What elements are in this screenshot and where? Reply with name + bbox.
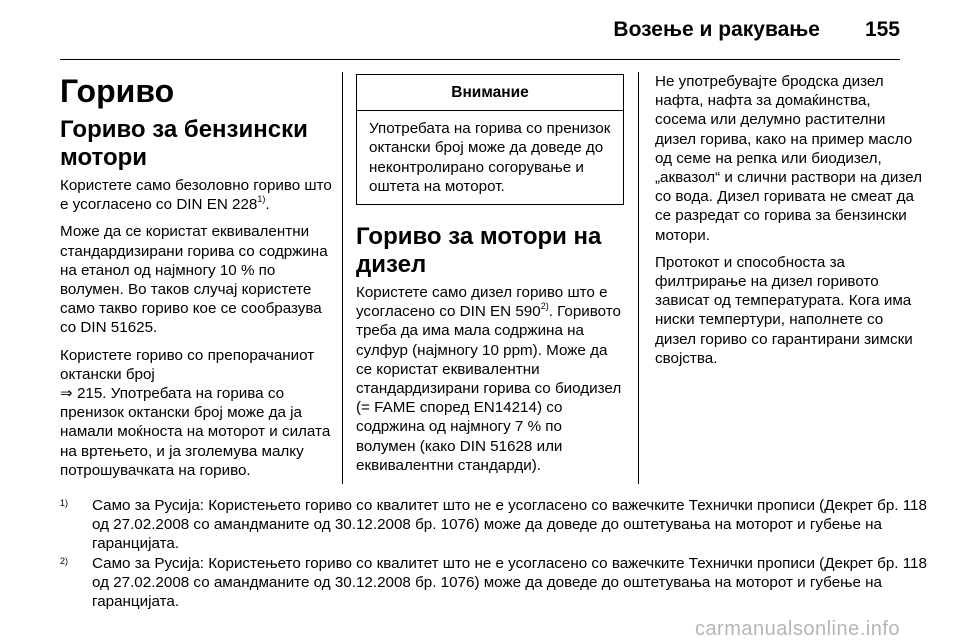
footnote-text: Само за Русија: Користењето гориво со квалитет што не е усогласено со важечките Технички прописи (Декрет бр. 118 од 27.02.2008 со амандманите од 30.12.2008 бр. 1076) може да доведе до оштетувања на моторот и губење на гаранцијата. [92,554,927,611]
paragraph-text: Користете само безоловно гориво што е усогласено со DIN EN 228 [60,177,332,214]
page-reference-link[interactable]: ⇒ 215. Употребата на горива со пренизок октански број може да ја намали моќноста на моторот и силата на вртењето, и ја зголемува малку потрошувачката на гориво. [60,385,331,479]
paragraph-text: Користете само дизел гориво што е усогласено со DIN EN 590 [356,284,608,321]
header-divider [60,59,900,60]
section-heading-fuel: Гориво [60,73,175,109]
paragraph-text: Користете гориво со препорачаниот октански број [60,346,315,383]
footnote-ref-1[interactable]: 1) [257,194,266,205]
footnote-2 [60,554,940,612]
page-header-title: Возење и ракување [613,18,820,41]
warning-body: Употребата на горива со пренизок октански број може да доведе до неконтролирано согорување и оштета на моторот. [369,120,611,195]
column-diesel-continued [655,72,923,376]
warning-box [356,74,624,205]
paragraph-unleaded-fuel [60,176,332,214]
paragraph-octane [60,346,332,480]
paragraph-ethanol: Може да се користат еквивалентни стандардизирани горива со содржина на етанол од најмногу 10 % по волумен. Во таков случај користете само такво гориво кое се сообразува со DIN 51625. [60,223,328,337]
footnote-text: Само за Русија: Користењето гориво со квалитет што не е усогласено со важечките Технички прописи (Декрет бр. 118 од 27.02.2008 со амандманите од 30.12.2008 бр. 1076) може да доведе до оштетувања на моторот и губење на гаранцијата. [92,497,927,553]
footnote-mark: 1) [60,498,69,508]
paragraph-end: . [265,196,270,214]
watermark: carmanualsonline.info [694,618,900,640]
column-petrol [60,72,332,488]
column-diesel [356,72,624,483]
page-number: 155 [864,18,900,41]
column-divider [638,72,639,484]
subheading-diesel-engines: Гориво за мотори на дизел [356,223,602,279]
paragraph-diesel-fuel [356,283,624,475]
paragraph-prohibited-fuels: Не употребувајте бродска дизел нафта, нафта за домаќинства, сосема или делумно растителни дизел горива, како на пример масло од семе на репка или биодизел, „аквазол“ и слични раствори на дизел со вода. Дизел горивата не смеат да се разредат со горива за бензински мотори. [655,73,922,244]
warning-title: Внимание [357,75,623,111]
footnotes [60,496,940,611]
subheading-petrol-engines: Гориво за бензински мотори [60,116,308,171]
footnote-1 [60,496,940,554]
paragraph-end: . Горивото треба да има мала содржина на сулфур (најмногу 10 ppm). Може да се користат еквивалентни стандардизирани горива со биодизел (= FAME според EN14214) со содржина од најмногу 7 % по волумен (како DIN 51628 или еквивалентни стандарди). [356,303,622,474]
footnote-mark: 2) [60,555,69,566]
footnote-ref-2[interactable]: 2) [540,301,549,312]
column-divider [342,72,343,484]
paragraph-winter-diesel: Протокот и способноста за филтрирање на дизел горивото зависат од температурата. Кога има ниски темпертури, наполнете со дизел гориво со гарантирани зимски својства. [655,253,913,367]
